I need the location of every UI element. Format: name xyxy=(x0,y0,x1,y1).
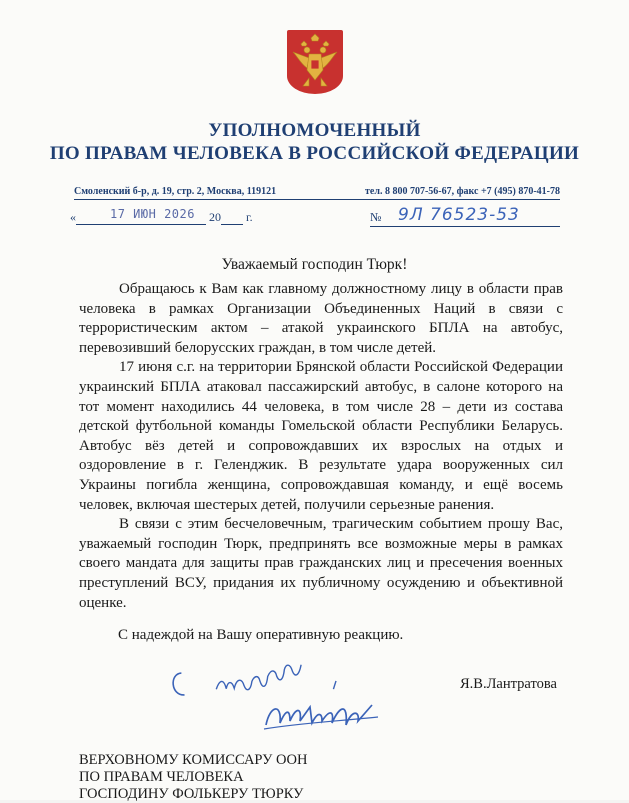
closing-line: С надеждой на Вашу оперативную реакцию. xyxy=(118,627,404,643)
phones: тел. 8 800 707-56-67, факс +7 (495) 870-41-78 xyxy=(364,186,560,197)
coat-of-arms-icon xyxy=(287,30,343,94)
signature-icon xyxy=(260,695,400,735)
number-label: № xyxy=(370,210,382,224)
contact-row xyxy=(74,186,560,197)
date-stamp: 17 ИЮН 2026 xyxy=(110,207,195,221)
addressee-line1: ВЕРХОВНОМУ КОМИССАРУ ООН xyxy=(79,752,308,768)
number-value: 9Л 76523-53 xyxy=(398,205,520,225)
addressee-line2: ПО ПРАВАМ ЧЕЛОВЕКА xyxy=(79,769,244,785)
date-suffix: г. xyxy=(246,210,253,224)
paragraph-1: Обращаюсь к Вам как главному должностному лицу в области прав человека в рамках Организации Объединенных Наций в связи с террористическим актом – атакой украинского БПЛА на автобус, перевозивший белорусских граждан, в том числе детей. xyxy=(79,281,563,356)
paragraph-2: 17 июня с.г. на территории Брянской области Российской Федерации украинский БПЛА атаковал пассажирский автобус, в салоне которого на тот момент находились 44 человека, в том числе 28 – дети из состава детской футбольной команды Гомельской области Республики Беларусь. Автобус вёз детей и сопровождавших их взрослых на отдых и оздоровление в г. Геленджик. В результате удара вооруженных сил Украины погибла женщина, сопровождавшая команду, и ещё восемь человек, включая шестерых детей, получили серьезные ранения. xyxy=(79,359,563,513)
addressee-line3: ГОСПОДИНУ ФОЛЬКЕРУ ТЮРКУ xyxy=(79,786,304,802)
address: Смоленский б-р, д. 19, стр. 2, Москва, 119121 xyxy=(74,186,277,197)
paragraph-3: В связи с этим бесчеловечным, трагическим событием прошу Вас, уважаемый господин Тюрк, предпринять все возможные меры в рамках своего мандата для защиты прав гражданских лиц и пресечения военных преступлений ВСУ, придания их публичному осуждению и объективной оценке. xyxy=(79,516,563,611)
org-title-line1: УПОЛНОМОЧЕННЫЙ xyxy=(208,120,421,141)
org-title-line2: ПО ПРАВАМ ЧЕЛОВЕКА В РОССИЙСКОЙ ФЕДЕРАЦИИ xyxy=(49,143,580,164)
date-blank xyxy=(76,224,206,225)
date-year-prefix: 20 xyxy=(209,210,221,224)
date-open-quote: « xyxy=(70,210,76,224)
salutation: Уважаемый господин Тюрк! xyxy=(221,256,408,273)
year-blank xyxy=(221,224,243,225)
signer-name: Я.В.Лантратова xyxy=(460,676,557,692)
letterhead-rule xyxy=(74,199,560,200)
addressee-block xyxy=(79,752,307,803)
letter-body xyxy=(79,280,563,613)
